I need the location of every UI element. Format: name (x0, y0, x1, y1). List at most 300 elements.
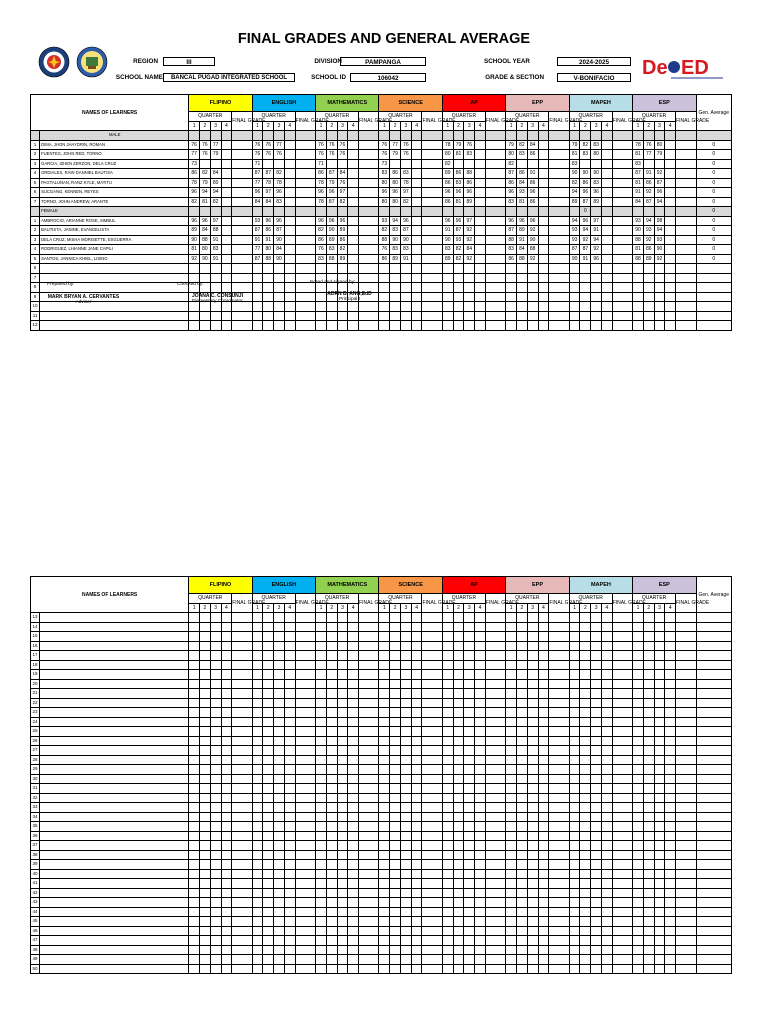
grade-cell (580, 860, 591, 870)
grade-cell: 86 (643, 178, 654, 188)
learner-name (40, 860, 189, 870)
grade-cell (390, 660, 401, 670)
section-label: FEMALE (40, 207, 189, 217)
grade-cell (485, 793, 505, 803)
grade-cell (643, 879, 654, 889)
grade-cell (232, 641, 252, 651)
section-label: MALE (40, 131, 189, 141)
female-section-row (31, 207, 732, 217)
grade-cell (316, 945, 327, 955)
grade-cell (284, 311, 295, 321)
grade-cell: 83 (210, 245, 221, 255)
grade-cell (411, 964, 422, 974)
final-grade-cell (676, 188, 696, 198)
grade-section-label: GRADE & SECTION (485, 74, 544, 81)
grade-cell (580, 803, 591, 813)
grade-cell (348, 774, 359, 784)
grade-cell (442, 765, 453, 775)
grade-cell (274, 945, 285, 955)
grade-cell (359, 907, 379, 917)
final-grade-cell (485, 178, 505, 188)
grade-cell (348, 254, 359, 264)
grade-cell (359, 926, 379, 936)
grade-cell: 82 (274, 169, 285, 179)
grade-cell (676, 746, 696, 756)
quarter-number: 2 (517, 603, 528, 613)
grade-cell (411, 159, 422, 169)
grade-cell (379, 841, 390, 851)
grade-cell (569, 803, 580, 813)
grade-cell (411, 311, 422, 321)
grade-cell (316, 841, 327, 851)
grade-cell (475, 765, 486, 775)
learner-name (40, 841, 189, 851)
grade-cell (221, 283, 232, 293)
learner-row (31, 197, 732, 207)
grade-cell (453, 651, 464, 661)
subject-epp: EPP (506, 577, 569, 594)
grade-cell (252, 955, 263, 965)
grade-cell: 94 (390, 216, 401, 226)
grade-cell: 77 (274, 140, 285, 150)
learner-number: 17 (31, 651, 40, 661)
learner-row (31, 140, 732, 150)
grade-cell (274, 292, 285, 302)
section-cell (348, 207, 359, 217)
grade-cell (359, 708, 379, 718)
grade-cell (337, 689, 348, 699)
learner-number: 7 (31, 197, 40, 207)
grade-cell (442, 850, 453, 860)
grade-cell (538, 254, 549, 264)
grade-cell (348, 831, 359, 841)
grade-cell: 82 (200, 169, 211, 179)
grade-cell (263, 321, 274, 331)
grade-cell (538, 698, 549, 708)
grade-cell (379, 727, 390, 737)
quarter-number: 4 (538, 603, 549, 613)
grade-cell (400, 841, 411, 851)
grade-cell (422, 784, 442, 794)
grade-cell (316, 311, 327, 321)
section-cell (442, 207, 453, 217)
grade-cell (506, 736, 517, 746)
grade-cell (411, 689, 422, 699)
grade-cell (295, 869, 315, 879)
grade-cell (348, 898, 359, 908)
grade-cell (210, 831, 221, 841)
learner-name: DIMA, JHON JHAYDRIN, ROMAN (40, 140, 189, 150)
grade-cell: 77 (390, 140, 401, 150)
grade-cell (453, 841, 464, 851)
grade-cell (485, 689, 505, 699)
grade-cell (591, 679, 602, 689)
grade-cell (326, 159, 337, 169)
grade-cell (200, 727, 211, 737)
learner-number: 6 (31, 188, 40, 198)
grade-cell (210, 689, 221, 699)
section-average-cell: 0 (696, 207, 731, 217)
grade-cell (326, 964, 337, 974)
grade-cell: 77 (643, 150, 654, 160)
grade-cell (475, 178, 486, 188)
final-grade-cell (232, 188, 252, 198)
blank-learner-row (31, 321, 732, 331)
grade-cell: 86 (379, 254, 390, 264)
section-cell (517, 207, 528, 217)
grade-cell (549, 613, 569, 623)
grade-cell (538, 812, 549, 822)
grade-cell (221, 898, 232, 908)
grade-cell (475, 283, 486, 293)
final-grade-cell (612, 159, 632, 169)
learner-name (40, 651, 189, 661)
quarter-label: QUARTER (189, 112, 232, 122)
grade-cell (643, 822, 654, 832)
grade-cell: 89 (326, 235, 337, 245)
grade-cell (422, 831, 442, 841)
grade-cell (485, 641, 505, 651)
section-cell (485, 131, 505, 141)
grade-cell (221, 150, 232, 160)
grade-cell (232, 283, 252, 293)
gen-average-cell (696, 698, 731, 708)
grade-cell (665, 679, 676, 689)
grade-cell (390, 321, 401, 331)
grade-cell (411, 765, 422, 775)
grade-cell (284, 841, 295, 851)
grade-cell (337, 717, 348, 727)
grade-cell (337, 765, 348, 775)
grade-cell (506, 907, 517, 917)
grade-cell (665, 245, 676, 255)
grade-cell (295, 717, 315, 727)
gen-average-cell (696, 736, 731, 746)
grade-cell: 84 (263, 197, 274, 207)
grade-cell (601, 197, 612, 207)
grade-cell (527, 831, 538, 841)
grade-cell: 90 (654, 245, 665, 255)
section-cell (359, 207, 379, 217)
gen-average-cell (696, 945, 731, 955)
grade-cell (442, 917, 453, 927)
grade-cell (475, 708, 486, 718)
grade-cell (538, 869, 549, 879)
final-grade-cell (676, 169, 696, 179)
grade-cell (475, 622, 486, 632)
grade-cell (252, 651, 263, 661)
grade-cell (601, 793, 612, 803)
quarter-number: 4 (221, 603, 232, 613)
grade-cell (580, 955, 591, 965)
grade-cell (612, 708, 632, 718)
grade-cell (295, 803, 315, 813)
gen-average-cell (696, 651, 731, 661)
grade-cell: 82 (442, 159, 453, 169)
grade-cell (411, 292, 422, 302)
grade-cell (252, 321, 263, 331)
grade-cell (221, 216, 232, 226)
grade-cell (549, 964, 569, 974)
grade-cell (591, 622, 602, 632)
subject-mathematics: MATHEMATICS (316, 95, 379, 112)
blank-learner-row (31, 860, 732, 870)
grade-cell (337, 746, 348, 756)
grade-cell (549, 727, 569, 737)
grade-cell: 91 (580, 254, 591, 264)
grade-cell: 93 (379, 216, 390, 226)
grade-cell (654, 774, 665, 784)
grade-cell (485, 879, 505, 889)
grade-cell (517, 159, 528, 169)
final-grade-cell (676, 178, 696, 188)
grade-cell (485, 755, 505, 765)
grade-cell: 87 (252, 254, 263, 264)
grade-cell (569, 793, 580, 803)
grade-cell (453, 283, 464, 293)
final-grade-cell (232, 150, 252, 160)
grade-cell (591, 651, 602, 661)
grade-cell (643, 936, 654, 946)
grade-cell (263, 841, 274, 851)
final-grade-cell (549, 245, 569, 255)
learner-name (40, 641, 189, 651)
grade-cell (263, 765, 274, 775)
grade-cell (676, 784, 696, 794)
grade-cell (633, 727, 644, 737)
grade-cell (612, 311, 632, 321)
gen-average-cell: 0 (696, 254, 731, 264)
grade-cell (475, 784, 486, 794)
grade-cell (527, 717, 538, 727)
grade-cell (189, 869, 200, 879)
grade-cell (643, 955, 654, 965)
grade-cell (569, 641, 580, 651)
grade-cell (475, 632, 486, 642)
grade-cell (580, 755, 591, 765)
grade-cell (612, 273, 632, 283)
section-cell (527, 207, 538, 217)
grade-cell (221, 264, 232, 274)
grade-cell (601, 869, 612, 879)
grade-cell (485, 860, 505, 870)
grade-cell (517, 746, 528, 756)
grade-cell (453, 945, 464, 955)
grade-cell (326, 831, 337, 841)
grade-cell: 92 (580, 235, 591, 245)
grade-cell (580, 321, 591, 331)
grade-cell (442, 879, 453, 889)
grade-cell (665, 736, 676, 746)
grade-cell (591, 698, 602, 708)
quarter-number: 1 (442, 603, 453, 613)
learner-name (40, 784, 189, 794)
grade-cell (274, 879, 285, 889)
grade-cell (527, 660, 538, 670)
learner-name: PAGTALUNAN, RANZ KYLE, MATITU (40, 178, 189, 188)
grade-cell (221, 698, 232, 708)
grade-cell (591, 273, 602, 283)
grade-cell (284, 235, 295, 245)
grade-cell (442, 803, 453, 813)
grade-cell (442, 793, 453, 803)
grade-cell (475, 670, 486, 680)
grade-cell (284, 283, 295, 293)
blank-learner-row (31, 679, 732, 689)
grade-cell: 87 (326, 169, 337, 179)
grade-cell (359, 651, 379, 661)
grade-cell (390, 679, 401, 689)
grade-cell (485, 765, 505, 775)
grade-cell (411, 670, 422, 680)
grade-cell (665, 955, 676, 965)
learner-name (40, 679, 189, 689)
gen-average-cell: 0 (696, 188, 731, 198)
grade-cell (506, 784, 517, 794)
grade-cell (232, 879, 252, 889)
grade-cell (549, 736, 569, 746)
grade-cell (538, 613, 549, 623)
grade-cell (411, 641, 422, 651)
grade-cell (359, 641, 379, 651)
gen-average-cell (696, 803, 731, 813)
grade-cell (326, 736, 337, 746)
grade-cell (453, 727, 464, 737)
grade-cell (337, 841, 348, 851)
grade-cell (527, 879, 538, 889)
grade-cell (379, 736, 390, 746)
grade-cell (654, 660, 665, 670)
grade-cell (379, 765, 390, 775)
grade-cell (538, 670, 549, 680)
blank-learner-row (31, 888, 732, 898)
grade-cell (654, 736, 665, 746)
grade-cell (453, 698, 464, 708)
grade-cell: 79 (210, 150, 221, 160)
grade-cell (422, 945, 442, 955)
grade-cell (359, 660, 379, 670)
grade-cell (379, 917, 390, 927)
grade-cell (612, 283, 632, 293)
section-cell (633, 131, 644, 141)
grade-cell (390, 159, 401, 169)
grade-cell (485, 936, 505, 946)
grade-cell (252, 311, 263, 321)
grade-cell (527, 898, 538, 908)
grade-cell: 90 (390, 235, 401, 245)
grade-cell (263, 822, 274, 832)
grade-cell (232, 708, 252, 718)
learner-number: 30 (31, 774, 40, 784)
final-grade-cell (359, 159, 379, 169)
grade-cell: 96 (337, 216, 348, 226)
grade-cell (221, 841, 232, 851)
grade-cell: 96 (326, 188, 337, 198)
grade-cell (665, 869, 676, 879)
grade-cell (337, 670, 348, 680)
grade-cell: 87 (643, 197, 654, 207)
grade-cell (538, 302, 549, 312)
blank-learner-row (31, 736, 732, 746)
learner-number: 48 (31, 945, 40, 955)
grade-cell (569, 822, 580, 832)
grade-cell (263, 879, 274, 889)
grade-cell: 79 (569, 140, 580, 150)
grade-cell (348, 698, 359, 708)
grade-cell (549, 888, 569, 898)
grade-cell (316, 879, 327, 889)
grade-cell (411, 698, 422, 708)
grade-cell (601, 689, 612, 699)
grade-cell (538, 717, 549, 727)
grade-cell (400, 755, 411, 765)
grade-cell (210, 936, 221, 946)
grade-cell (676, 736, 696, 746)
grade-cell: 94 (580, 226, 591, 236)
grade-cell (390, 860, 401, 870)
blank-learner-row (31, 850, 732, 860)
grade-cell: 84 (337, 169, 348, 179)
quarter-number: 4 (411, 603, 422, 613)
grade-cell (284, 670, 295, 680)
final-grade-cell (485, 150, 505, 160)
grade-cell (200, 898, 211, 908)
grade-cell (665, 632, 676, 642)
grade-cell (580, 311, 591, 321)
grade-cell (390, 955, 401, 965)
grade-cell (337, 784, 348, 794)
grade-cell (549, 793, 569, 803)
deped-logo (641, 55, 725, 81)
grade-cell (643, 159, 654, 169)
grade-cell: 91 (591, 226, 602, 236)
grade-cell (591, 812, 602, 822)
grade-cell (453, 736, 464, 746)
grade-cell (633, 613, 644, 623)
grade-cell: 94 (654, 226, 665, 236)
grade-cell (326, 746, 337, 756)
learner-name (40, 926, 189, 936)
male-section-row (31, 131, 732, 141)
grade-cell (517, 926, 528, 936)
grade-cell (359, 717, 379, 727)
grade-cell (221, 159, 232, 169)
grade-cell (263, 670, 274, 680)
grade-cell (580, 898, 591, 908)
grade-cell (295, 831, 315, 841)
grade-cell (390, 774, 401, 784)
grade-cell: 83 (517, 150, 528, 160)
grade-cell (580, 736, 591, 746)
final-grade-cell (549, 216, 569, 226)
grade-cell (527, 964, 538, 974)
grade-cell (665, 774, 676, 784)
grade-cell (411, 822, 422, 832)
grade-cell (676, 292, 696, 302)
grade-cell (527, 670, 538, 680)
grade-cell: 80 (379, 197, 390, 207)
grade-cell (210, 774, 221, 784)
grade-cell (263, 850, 274, 860)
grade-cell (580, 727, 591, 737)
grade-cell (232, 831, 252, 841)
learner-number: 6 (31, 264, 40, 274)
grade-cell: 91 (527, 169, 538, 179)
grade-cell (485, 660, 505, 670)
grade-cell (665, 660, 676, 670)
grade-cell (506, 755, 517, 765)
learner-number: 3 (31, 235, 40, 245)
